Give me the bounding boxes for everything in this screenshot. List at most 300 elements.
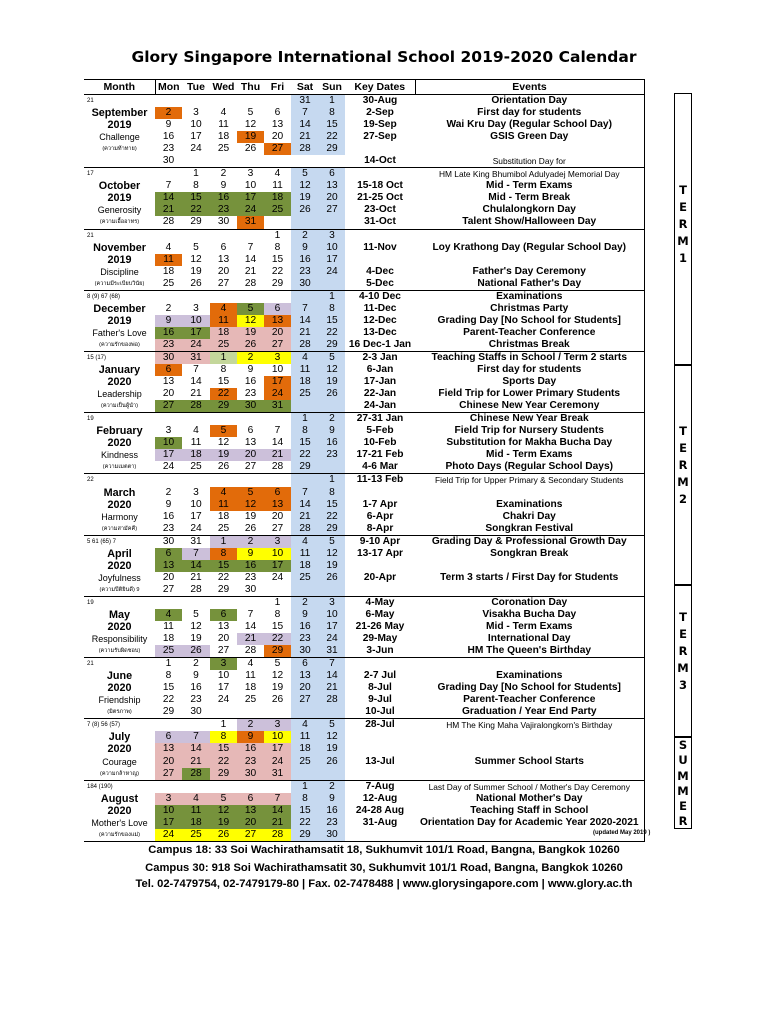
day-cell-sat: 6 bbox=[291, 658, 319, 671]
month-cell: 2020 bbox=[107, 743, 132, 756]
month-cell: 2020 bbox=[107, 559, 132, 572]
calendar-row bbox=[84, 511, 644, 523]
day-cell-tue: 26 bbox=[190, 277, 202, 289]
event-cell: Chakri Day bbox=[415, 511, 644, 523]
day-cell-thu: 19 bbox=[244, 510, 257, 522]
day-cell-sun: 26 bbox=[319, 756, 345, 768]
event-cell: Christmas Party bbox=[415, 303, 644, 315]
day-cell-wed: 29 bbox=[217, 583, 230, 595]
day-cell-fri: 27 bbox=[271, 522, 284, 534]
key-date-cell: 24-28 Aug bbox=[355, 804, 405, 816]
day-cell-sun: 22 bbox=[319, 131, 345, 143]
day-cell-tue: 14 bbox=[182, 560, 210, 572]
calendar-row bbox=[84, 351, 644, 364]
key-date-cell: 1-7 Apr bbox=[362, 498, 398, 510]
event-cell bbox=[415, 743, 644, 755]
day-cell-wed: 6 bbox=[210, 609, 237, 621]
day-cell-wed: 3 bbox=[210, 658, 237, 671]
day-cell-sun: 26 bbox=[319, 388, 345, 400]
term-1-char: 1 bbox=[678, 251, 687, 265]
day-cell-tue: 17 bbox=[182, 327, 210, 339]
calendar-row bbox=[84, 817, 644, 829]
day-cell-tue bbox=[182, 474, 210, 487]
day-cell-sat: 15 bbox=[291, 437, 319, 449]
event-cell: Orientation Day for Academic Year 2020-2021 bbox=[415, 817, 644, 829]
day-cell-fri: 6 bbox=[264, 303, 291, 315]
day-cell-fri: 3 bbox=[264, 351, 291, 364]
day-cell-thu: 9 bbox=[237, 548, 264, 560]
day-cell-mon: 2 bbox=[165, 486, 172, 498]
key-date-cell: 5-Feb bbox=[366, 425, 394, 437]
calendar-row bbox=[84, 560, 644, 572]
day-cell-fri: 27 bbox=[264, 339, 291, 352]
day-cell-mon: 18 bbox=[162, 633, 175, 645]
key-date-cell: 28-Jul bbox=[345, 719, 415, 732]
event-cell: Chulalongkorn Day bbox=[415, 204, 644, 216]
month-cell: April bbox=[107, 547, 132, 560]
page-title: Glory Singapore International School 2019-2020 Calendar bbox=[131, 48, 637, 66]
day-cell-fri: 31 bbox=[264, 768, 291, 781]
key-date-cell bbox=[345, 743, 415, 755]
day-cell-wed: 18 bbox=[217, 510, 230, 522]
day-cell-fri: 13 bbox=[271, 119, 284, 131]
day-cell-thu: 5 bbox=[237, 303, 264, 315]
key-date-cell: 21-26 May bbox=[355, 621, 405, 633]
event-cell: Talent Show/Halloween Day bbox=[415, 216, 644, 229]
day-cell-tue bbox=[182, 719, 210, 732]
event-cell: Field Trip for Upper Primary & Secondary Students bbox=[415, 474, 644, 487]
day-cell-tue bbox=[182, 596, 210, 609]
calendar-row bbox=[84, 119, 644, 131]
day-cell-fri: 7 bbox=[264, 793, 291, 805]
day-cell-wed: 29 bbox=[210, 768, 237, 781]
day-cell-fri: 6 bbox=[274, 107, 281, 119]
day-cell-mon: 3 bbox=[165, 425, 172, 437]
day-cell-thu: 27 bbox=[237, 829, 264, 842]
day-cell-tue: 25 bbox=[182, 829, 210, 842]
month-cell: Harmony bbox=[101, 511, 138, 522]
calendar-row bbox=[84, 303, 644, 315]
day-cell-mon: 6 bbox=[155, 364, 182, 376]
day-cell-wed: 19 bbox=[210, 817, 237, 829]
day-cell-fri: 3 bbox=[264, 535, 291, 548]
day-cell-thu: 30 bbox=[237, 400, 264, 413]
day-cell-thu: 21 bbox=[244, 265, 257, 277]
day-cell-fri: 15 bbox=[271, 253, 284, 265]
day-cell-sat: 31 bbox=[291, 95, 319, 108]
month-cell: 2020 bbox=[107, 376, 132, 389]
day-cell-mon: 16 bbox=[155, 327, 182, 339]
day-cell-sun: 5 bbox=[319, 719, 345, 732]
day-cell-sat: 18 bbox=[291, 376, 319, 388]
day-cell-sat: 13 bbox=[291, 670, 319, 682]
day-cell-mon: 11 bbox=[163, 621, 174, 633]
key-date-cell: 16 Dec-1 Jan bbox=[348, 338, 412, 350]
day-cell-tue: 18 bbox=[182, 817, 210, 829]
key-date-cell: 13-Jul bbox=[365, 755, 395, 767]
day-cell-sun bbox=[319, 400, 345, 413]
day-cell-thu bbox=[237, 706, 264, 719]
day-cell-tue: 26 bbox=[182, 645, 210, 658]
day-cell-fri: 21 bbox=[264, 817, 291, 829]
day-cell-sun: 1 bbox=[319, 95, 345, 108]
event-cell: First day for students bbox=[415, 364, 644, 376]
day-cell-wed: 1 bbox=[210, 535, 237, 548]
day-cell-thu: 20 bbox=[237, 449, 264, 461]
event-cell: Songkran Break bbox=[415, 548, 644, 560]
key-date-cell: 20-Apr bbox=[363, 571, 397, 583]
day-cell-thu: 26 bbox=[244, 522, 257, 534]
key-date-cell: 29-May bbox=[362, 633, 398, 645]
day-cell-sat: 7 bbox=[291, 107, 319, 119]
day-cell-wed: 11 bbox=[210, 499, 237, 511]
day-cell-fri: 3 bbox=[264, 719, 291, 732]
day-cell-fri: 1 bbox=[264, 596, 291, 609]
summer-char: R bbox=[678, 814, 688, 829]
day-cell-wed: 30 bbox=[217, 216, 230, 228]
day-cell-mon: 6 bbox=[155, 731, 182, 743]
day-cell-fri bbox=[264, 706, 291, 719]
event-cell: National Father's Day bbox=[415, 278, 644, 291]
calendar-row bbox=[84, 499, 644, 511]
day-cell-sun: 15 bbox=[319, 119, 345, 131]
day-cell-sun: 17 bbox=[319, 621, 345, 633]
event-cell: Grading Day [No School for Students] bbox=[415, 682, 644, 694]
day-cell-fri: 14 bbox=[271, 437, 284, 449]
calendar-row bbox=[84, 107, 644, 119]
day-cell-sat: 28 bbox=[291, 523, 319, 536]
day-cell-sat: 8 bbox=[291, 793, 319, 805]
event-cell: Grading Day [No School for Students] bbox=[415, 315, 644, 327]
day-cell-thu bbox=[237, 596, 264, 609]
key-date-cell: 6-Apr bbox=[366, 510, 394, 522]
day-cell-mon: 15 bbox=[162, 682, 175, 694]
day-cell-wed bbox=[210, 413, 237, 426]
day-cell-wed: 2 bbox=[210, 168, 237, 181]
event-cell: Photo Days (Regular School Days) bbox=[415, 461, 644, 474]
day-cell-sun: 3 bbox=[319, 229, 345, 242]
key-date-cell: 12-Aug bbox=[362, 792, 398, 804]
calendar-row bbox=[84, 229, 644, 242]
day-cell-sun: 1 bbox=[319, 290, 345, 303]
day-cell-sat: 7 bbox=[291, 487, 319, 499]
day-cell-fri: 8 bbox=[274, 241, 281, 253]
month-cell: (ความเอื้ออาทร) bbox=[99, 219, 140, 226]
event-cell: Father's Day Ceremony bbox=[415, 266, 644, 278]
event-cell: Summer School Starts bbox=[415, 756, 644, 768]
calendar-row bbox=[84, 290, 644, 303]
event-cell: Teaching Staff in School bbox=[415, 805, 644, 817]
day-cell-sun: 24 bbox=[319, 633, 345, 645]
day-cell-sun bbox=[319, 278, 345, 291]
day-cell-thu bbox=[237, 474, 264, 487]
day-cell-thu bbox=[237, 155, 264, 168]
day-cell-sun: 12 bbox=[319, 731, 345, 743]
event-cell bbox=[415, 658, 644, 671]
day-cell-thu: 2 bbox=[237, 535, 264, 548]
day-cell-thu: 28 bbox=[244, 277, 257, 289]
day-cell-wed: 8 bbox=[210, 548, 237, 560]
key-date-cell bbox=[345, 254, 415, 266]
day-cell-wed: 9 bbox=[220, 180, 227, 192]
header-sat: Sat bbox=[291, 80, 319, 95]
calendar-row bbox=[84, 572, 644, 584]
day-cell-fri: 24 bbox=[264, 388, 291, 400]
day-cell-sat bbox=[291, 474, 319, 487]
day-cell-tue: 4 bbox=[182, 793, 210, 805]
day-cell-tue: 17 bbox=[190, 131, 202, 143]
month-cell: December bbox=[93, 302, 146, 315]
day-cell-tue: 15 bbox=[182, 192, 210, 204]
day-cell-sat: 25 bbox=[291, 572, 319, 584]
day-cell-mon: 21 bbox=[155, 204, 182, 216]
calendar-row bbox=[84, 829, 644, 842]
key-date-cell: 4-10 Dec bbox=[345, 290, 415, 303]
day-cell-tue: 3 bbox=[193, 302, 199, 314]
calendar-row bbox=[84, 548, 644, 560]
header-tue: Tue bbox=[182, 80, 210, 95]
day-cell-thu: 11 bbox=[245, 670, 256, 682]
day-cell-thu: 7 bbox=[247, 608, 254, 620]
day-cell-thu: 10 bbox=[244, 180, 257, 192]
day-cell-sat bbox=[291, 768, 319, 781]
day-cell-wed: 17 bbox=[217, 682, 230, 694]
day-cell-mon: 9 bbox=[155, 315, 182, 327]
month-cell: February bbox=[96, 425, 143, 438]
day-cell-fri: 11 bbox=[272, 180, 283, 192]
key-date-cell: 2-7 Jul bbox=[363, 670, 397, 682]
event-cell: Parent-Teacher Conference bbox=[415, 694, 644, 706]
day-cell-sat: 4 bbox=[291, 719, 319, 732]
day-cell-wed: 19 bbox=[210, 449, 237, 461]
day-cell-thu: 4 bbox=[237, 658, 264, 671]
day-cell-wed bbox=[210, 290, 237, 303]
term-3-char: 3 bbox=[678, 678, 687, 692]
day-cell-wed bbox=[210, 474, 237, 487]
event-cell: Parent-Teacher Conference bbox=[415, 327, 644, 339]
day-cell-wed: 25 bbox=[217, 143, 230, 155]
day-cell-tue: 23 bbox=[190, 694, 202, 706]
calendar-row bbox=[84, 449, 644, 461]
key-date-cell bbox=[345, 731, 415, 743]
day-cell-sun: 29 bbox=[319, 339, 345, 352]
month-cell: 2020 bbox=[107, 498, 132, 511]
day-cell-mon: 20 bbox=[162, 388, 175, 400]
key-date-cell bbox=[345, 829, 415, 842]
month-cell: Joyfulness bbox=[98, 572, 141, 583]
key-date-cell: 13-17 Apr bbox=[356, 547, 404, 559]
calendar-row bbox=[84, 670, 644, 682]
month-cell: 2020 bbox=[107, 437, 132, 450]
day-cell-tue: 3 bbox=[193, 486, 199, 498]
day-cell-wed: 11 bbox=[210, 315, 237, 327]
day-cell-fri: 19 bbox=[271, 682, 284, 694]
day-cell-sun: 16 bbox=[319, 437, 345, 449]
day-cell-wed: 10 bbox=[217, 670, 230, 682]
key-date-cell: 12-Dec bbox=[363, 314, 397, 326]
month-cell: August bbox=[100, 792, 139, 805]
day-cell-sun: 8 bbox=[319, 303, 345, 315]
day-cell-mon: 1 bbox=[155, 658, 182, 671]
day-cell-mon: 23 bbox=[155, 339, 182, 352]
key-date-cell bbox=[345, 768, 415, 781]
day-cell-sun: 19 bbox=[319, 560, 345, 572]
day-cell-fri bbox=[264, 290, 291, 303]
event-cell: Chinese New Year Ceremony bbox=[415, 400, 644, 413]
day-cell-fri: 27 bbox=[264, 143, 291, 155]
day-cell-tue: 21 bbox=[190, 571, 202, 583]
month-cell: 21 bbox=[84, 229, 155, 242]
day-cell-sat: 9 bbox=[291, 609, 319, 621]
calendar-row bbox=[84, 413, 644, 426]
day-cell-mon: 25 bbox=[155, 645, 182, 658]
day-cell-sun: 5 bbox=[319, 535, 345, 548]
day-cell-fri: 18 bbox=[264, 192, 291, 204]
day-cell-mon: 30 bbox=[155, 351, 182, 364]
key-date-cell bbox=[345, 658, 415, 671]
calendar-row bbox=[84, 719, 644, 732]
day-cell-sat bbox=[291, 584, 319, 597]
day-cell-mon: 27 bbox=[162, 583, 175, 595]
calendar-row bbox=[84, 204, 644, 216]
day-cell-thu: 5 bbox=[247, 107, 254, 119]
month-cell: Leadership bbox=[97, 389, 142, 400]
day-cell-thu: 26 bbox=[237, 339, 264, 352]
day-cell-fri: 17 bbox=[264, 743, 291, 755]
day-cell-wed: 5 bbox=[210, 793, 237, 805]
day-cell-wed: 15 bbox=[217, 376, 230, 388]
day-cell-sat: 18 bbox=[291, 560, 319, 572]
day-cell-thu: 2 bbox=[237, 351, 264, 364]
day-cell-sat: 15 bbox=[291, 805, 319, 817]
day-cell-mon bbox=[155, 168, 182, 181]
header-month: Month bbox=[84, 80, 155, 95]
month-cell: (ความมีระเบียบวินัย) bbox=[94, 280, 145, 287]
day-cell-thu: 21 bbox=[237, 633, 264, 645]
day-cell-wed bbox=[210, 706, 237, 719]
event-cell: Graduation / Year End Party bbox=[415, 706, 644, 719]
key-date-cell: 24-Jan bbox=[363, 400, 397, 412]
event-cell: Field Trip for Nursery Students bbox=[415, 425, 644, 437]
day-cell-sat bbox=[291, 706, 319, 719]
day-cell-thu: 7 bbox=[247, 241, 254, 253]
day-cell-wed: 27 bbox=[217, 645, 230, 657]
day-cell-wed: 1 bbox=[210, 351, 237, 364]
day-cell-tue: 25 bbox=[190, 461, 202, 473]
day-cell-tue: 28 bbox=[190, 583, 202, 595]
day-cell-mon: 6 bbox=[155, 548, 182, 560]
day-cell-thu: 24 bbox=[237, 204, 264, 216]
day-cell-mon: 10 bbox=[155, 805, 182, 817]
day-cell-sun: 9 bbox=[319, 425, 345, 437]
month-cell: 184 (190) bbox=[84, 780, 155, 793]
day-cell-mon bbox=[155, 95, 182, 108]
event-cell bbox=[415, 254, 644, 266]
day-cell-fri: 13 bbox=[264, 315, 291, 327]
key-date-cell: 17-21 Feb bbox=[356, 449, 404, 461]
day-cell-wed bbox=[210, 780, 237, 793]
event-cell: Examinations bbox=[415, 290, 644, 303]
term-3-label bbox=[674, 585, 692, 737]
key-date-cell: 4-Dec bbox=[366, 265, 394, 277]
day-cell-sat: 21 bbox=[291, 327, 319, 339]
event-cell bbox=[415, 731, 644, 743]
day-cell-fri: 7 bbox=[274, 425, 281, 437]
calendar-row bbox=[84, 315, 644, 327]
day-cell-sat: 1 bbox=[291, 413, 319, 426]
month-cell: 2020 bbox=[107, 804, 132, 817]
month-cell: 7 (8) 56 (57) bbox=[84, 719, 155, 732]
calendar-row bbox=[84, 731, 644, 743]
key-date-cell: 4-May bbox=[345, 596, 415, 609]
day-cell-wed bbox=[210, 95, 237, 108]
term-2-char: T bbox=[679, 424, 687, 438]
day-cell-sun: 29 bbox=[319, 523, 345, 536]
day-cell-tue: 10 bbox=[190, 498, 202, 510]
day-cell-sun: 12 bbox=[319, 364, 345, 376]
day-cell-mon bbox=[155, 290, 182, 303]
key-date-cell: 13-Dec bbox=[363, 326, 397, 338]
event-cell: Wai Kru Day (Regular School Day) bbox=[415, 119, 644, 131]
day-cell-mon: 4 bbox=[165, 241, 172, 253]
term-2-char: 2 bbox=[678, 492, 687, 506]
month-cell: Mother's Love bbox=[91, 817, 148, 828]
day-cell-wed bbox=[210, 155, 237, 168]
day-cell-mon bbox=[155, 413, 182, 426]
header-row bbox=[84, 80, 644, 95]
day-cell-sun: 21 bbox=[319, 682, 345, 694]
key-date-cell: 19-Sep bbox=[363, 119, 397, 131]
day-cell-fri: 31 bbox=[264, 400, 291, 413]
day-cell-sat: 8 bbox=[291, 425, 319, 437]
day-cell-sat: 12 bbox=[291, 180, 319, 192]
day-cell-sun: 30 bbox=[319, 829, 345, 842]
day-cell-tue: 31 bbox=[182, 351, 210, 364]
day-cell-sun: 2 bbox=[319, 780, 345, 793]
calendar-row bbox=[84, 266, 644, 278]
day-cell-mon: 20 bbox=[155, 756, 182, 768]
day-cell-mon: 4 bbox=[155, 609, 182, 621]
summer-label bbox=[674, 737, 692, 829]
day-cell-mon: 23 bbox=[162, 522, 175, 534]
key-date-cell: 27-Sep bbox=[363, 131, 397, 143]
footer-campus-30: Campus 30: 918 Soi Wachirathamsatit 30, Sukhumvit 101/1 Road, Bangna, Bangkok 10260 bbox=[145, 862, 623, 874]
day-cell-sat: 28 bbox=[291, 143, 319, 155]
day-cell-sat: 5 bbox=[291, 168, 319, 181]
day-cell-sun: 23 bbox=[319, 817, 345, 829]
day-cell-mon: 13 bbox=[162, 376, 175, 388]
day-cell-wed: 12 bbox=[210, 805, 237, 817]
day-cell-wed: 26 bbox=[210, 829, 237, 842]
key-date-cell: 10-Jul bbox=[365, 706, 395, 718]
day-cell-tue: 24 bbox=[190, 522, 202, 534]
event-cell: Mid - Term Exams bbox=[415, 180, 644, 192]
day-cell-tue: 19 bbox=[190, 265, 202, 277]
day-cell-sun: 3 bbox=[319, 596, 345, 609]
calendar-row bbox=[84, 400, 644, 413]
day-cell-thu: 16 bbox=[237, 743, 264, 755]
day-cell-tue: 4 bbox=[193, 425, 199, 437]
month-cell: November bbox=[93, 241, 146, 254]
day-cell-thu: 9 bbox=[237, 731, 264, 743]
footer-campus-18: Campus 18: 33 Soi Wachirathamsatit 18, Sukhumvit 101/1 Road, Bangna, Bangkok 10260 bbox=[148, 844, 620, 856]
event-cell: Substitution Day for bbox=[415, 155, 644, 168]
month-cell: (ความเมตตา) bbox=[102, 464, 137, 471]
day-cell-sat: 22 bbox=[291, 817, 319, 829]
day-cell-fri: 29 bbox=[271, 277, 284, 289]
event-cell: Field Trip for Lower Primary Students bbox=[415, 388, 644, 400]
day-cell-thu bbox=[237, 413, 264, 426]
